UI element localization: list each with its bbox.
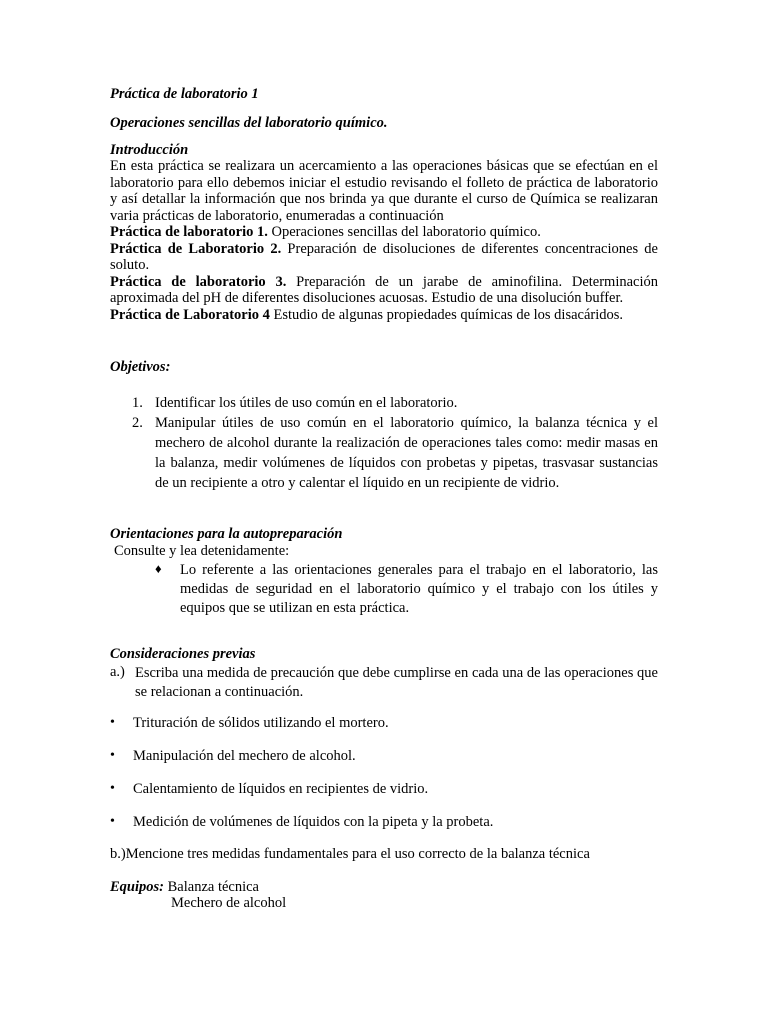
list-item: 1. Identificar los útiles de uso común en el laboratorio. [132,395,458,411]
practice-item: Práctica de laboratorio 3. Preparación de un jarabe de aminofilina. Determinación aproximada del pH de diferentes disoluciones acuosas. Estudio de una disolución buffer. [110,273,659,306]
document-title: Práctica de laboratorio 1 [110,86,259,102]
considerations-item-b: b.)Mencione tres medidas fundamentales para el uso correcto de la balanza técnica [110,846,590,862]
orientations-bullet: ♦ Lo referente a las orientaciones generales para el trabajo en el laboratorio, las medidas de seguridad en el laboratorio químico y el trabajo con los útiles y equipos que se utilizan en esta práctica. [155,561,658,616]
objectives-list [110,393,658,493]
equipment-label: Equipos: [110,879,164,895]
equipment-item: Mechero de alcohol [171,895,287,911]
bullet-icon: • [110,748,115,763]
intro-section [110,158,658,323]
equipment-section [110,879,658,896]
practice-item: Práctica de laboratorio 1. Operaciones sencillas del laboratorio químico. [110,224,541,240]
practice-item: Práctica de Laboratorio 4 Estudio de algunas propiedades químicas de los disacáridos. [110,306,624,323]
document-page: Práctica de laboratorio 1 Operaciones sencillas del laboratorio químico. Introducción En esta práctica se realizara un acercamiento a las operaciones básicas que se efectúan en el laboratorio para ello debemos iniciar el estudio revisando el folleto de práctica de laboratorio y así detallar la información que nos brinda ya que durante el curso de Química se realizaran varia prácticas de laboratorio, enumeradas a continuación Práctica de laboratorio 1. Operaciones sencillas del laboratorio químico. Práctica de Laboratorio 2. Preparación de disoluciones de diferentes concentraciones de soluto. Práctica de laboratorio 3. Preparación de un jarabe de aminofilina. Determinación aproximada del pH de diferentes disoluciones acuosas. Estudio de una disolución buffer. Práctica de Laboratorio 4 Estudio de algunas propiedades químicas de los disacáridos. Objetivos: 1. Identificar los útiles de uso común en el laboratorio. 2. Manipular útiles de uso común en el laboratorio químico, la balanza técnica y el mechero de alcohol durante la realización de operaciones tales como: medir masas en la balanza, medir volúmenes de líquidos con probetas y pipetas, trasvasar sustancias de un recipiente a otro y calentar el líquido en un recipiente de vidrio. Orientaciones para la autopreparación Consulte y lea detenidamente: ♦ Lo referente a las orientaciones generales para el trabajo en el laboratorio, las medidas de seguridad en el laboratorio químico y el trabajo con los útiles y equipos que se utilizan en esta práctica. Consideraciones previas a.) Escriba una medida de precaución que debe cumplirse en cada una de las operaciones que se relacionan a continuación. • Trituración de sólidos utilizando el mortero. • Manipulación del mechero de alcohol. • Calentamiento de líquidos en recipientes de vidrio. • Medición de volúmenes de líquidos con la pipeta y la probeta. b.)Mencione tres medidas fundamentales para el uso correcto de la balanza técnica Equipos: Balanza técnica Mechero de alcohol [0,0,768,1024]
list-item: 2. Manipular útiles de uso común en el laboratorio químico, la balanza técnica y el mechero de alcohol durante la realización de operaciones tales como: medir masas en la balanza, medir volúmenes de líquidos con probetas y pipetas, trasvasar sustancias de un recipiente a otro y calentar el líquido en un recipiente de vidrio. [132,415,658,491]
bullet-icon: • [110,781,115,796]
bullet-icon: • [110,715,115,730]
orientations-intro: Consulte y lea detenidamente: [114,543,290,559]
considerations-heading: Consideraciones previas [110,646,256,662]
equipment-item: Balanza técnica [167,879,259,895]
considerations-item-a: a.) Escriba una medida de precaución que debe cumplirse en cada una de las operaciones que se relacionan a continuación. [110,664,658,700]
document-subtitle: Operaciones sencillas del laboratorio químico. [110,115,388,131]
bullet-icon: • [110,814,115,829]
practice-item: Práctica de Laboratorio 2. Preparación de disoluciones de diferentes concentraciones de soluto. [110,240,658,273]
intro-heading: Introducción [110,142,189,158]
objectives-heading: Objetivos: [110,359,171,375]
orientations-heading: Orientaciones para la autopreparación [110,526,343,542]
bullet-icon: ♦ [155,561,162,576]
intro-paragraph: En esta práctica se realizara un acercamiento a las operaciones básicas que se efectúan en el laboratorio para ello debemos iniciar el estudio revisando el folleto de práctica de laboratorio y así detallar la información que nos brinda ya que durante el curso de Química se realizaran varia prácticas de laboratorio, enumeradas a continuación [110,158,658,224]
